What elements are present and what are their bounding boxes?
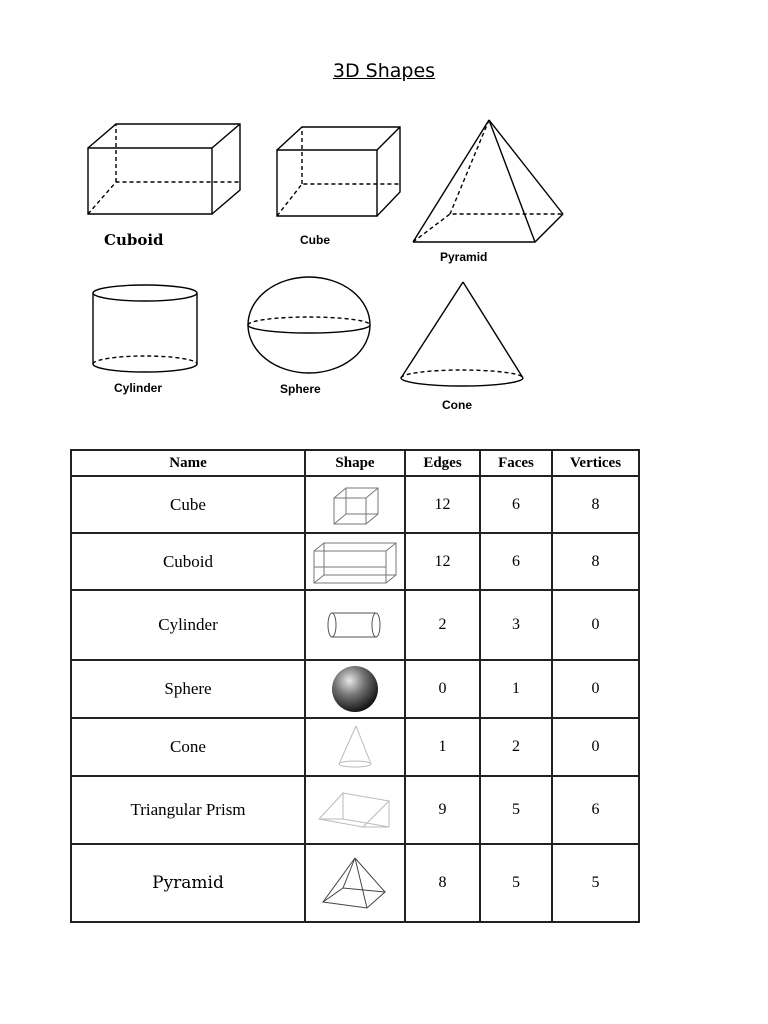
page-title: 3D Shapes [332,60,436,82]
row-vertices: 8 [552,476,639,533]
cube-shape-cell [305,476,405,533]
cube-icon [277,127,400,216]
triangular-prism-shape-cell [305,776,405,844]
row-edges: 12 [405,476,480,533]
cone-label: Cone [442,398,472,412]
cuboid-icon [88,124,240,214]
row-edges: 2 [405,590,480,660]
cuboid-icon [310,537,400,587]
table-header-row [71,450,639,476]
row-edges: 0 [405,660,480,718]
row-vertices: 8 [552,533,639,590]
sphere-label: Sphere [280,382,321,396]
table-row [71,776,639,844]
row-vertices: 0 [552,718,639,776]
sphere-icon [325,664,385,714]
row-faces: 6 [480,476,552,533]
triangular-prism-icon [313,785,397,835]
cone-icon [325,722,385,772]
row-edges: 12 [405,533,480,590]
cone-icon [401,282,523,386]
cylinder-shape-cell [305,590,405,660]
row-vertices: 0 [552,660,639,718]
sphere-icon [248,277,370,373]
cube-label: Cube [300,233,330,247]
row-faces: 1 [480,660,552,718]
row-name: Triangular Prism [71,776,305,844]
cylinder-icon [320,605,390,645]
row-name: Cuboid [71,533,305,590]
row-name: Cone [71,718,305,776]
shape-figures [0,0,768,440]
pyramid-shape-cell [305,844,405,922]
pyramid-icon [413,120,563,242]
row-name: Sphere [71,660,305,718]
header-edges: Edges [405,450,480,476]
table-row [71,476,639,533]
table-row [71,660,639,718]
cone-shape-cell [305,718,405,776]
row-edges: 9 [405,776,480,844]
header-shape: Shape [305,450,405,476]
cylinder-icon [93,285,197,372]
row-name: Pyramid [71,844,305,922]
header-faces: Faces [480,450,552,476]
row-faces: 6 [480,533,552,590]
row-edges: 8 [405,844,480,922]
cuboid-label: Cuboid [104,231,164,249]
table-row [71,718,639,776]
row-vertices: 0 [552,590,639,660]
row-faces: 3 [480,590,552,660]
row-name: Cylinder [71,590,305,660]
table-row [71,533,639,590]
shapes-table [70,449,640,923]
table-row [71,590,639,660]
row-faces: 5 [480,776,552,844]
pyramid-icon [315,852,395,914]
cuboid-shape-cell [305,533,405,590]
row-vertices: 6 [552,776,639,844]
header-vertices: Vertices [552,450,639,476]
row-vertices: 5 [552,844,639,922]
row-faces: 2 [480,718,552,776]
header-name: Name [71,450,305,476]
table-row [71,844,639,922]
row-edges: 1 [405,718,480,776]
sphere-shape-cell [305,660,405,718]
row-name: Cube [71,476,305,533]
cylinder-label: Cylinder [114,381,163,395]
cube-icon [320,480,390,530]
row-faces: 5 [480,844,552,922]
pyramid-label: Pyramid [440,250,488,264]
